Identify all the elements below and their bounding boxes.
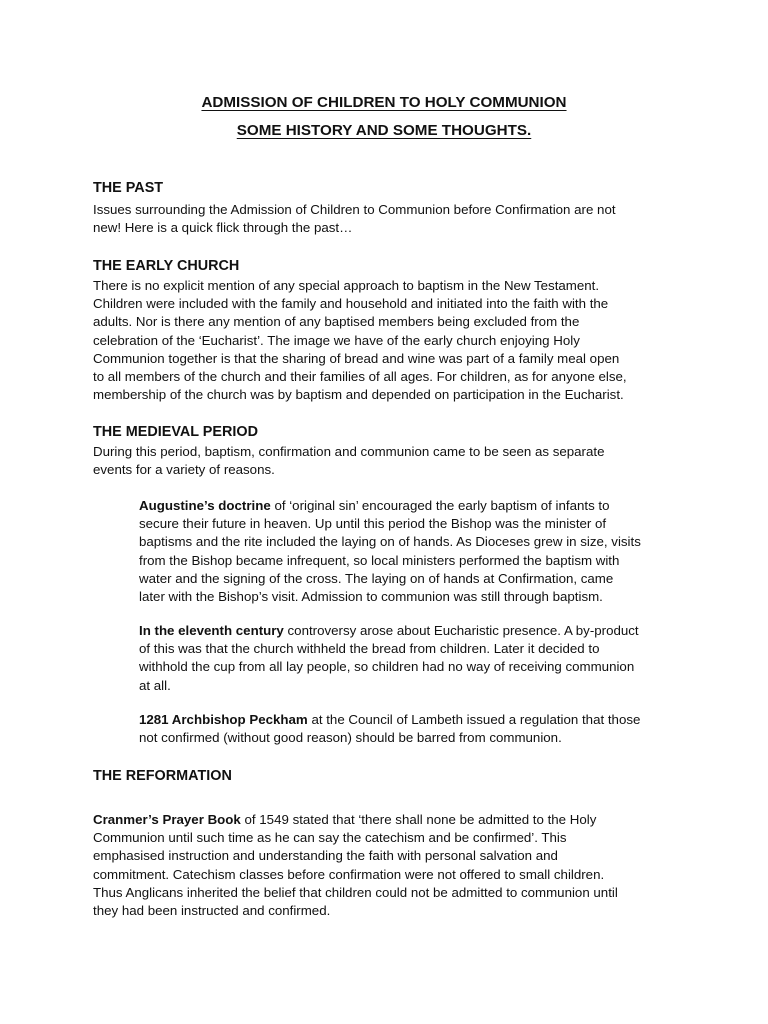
text-line: later with the Bishop’s visit. Admission to communion was still through baptism. <box>139 589 603 605</box>
text-line: Communion together is that the sharing of bread and wine was part of a family meal open <box>93 350 620 366</box>
text-line: Communion until such time as he can say the catechism and be confirmed’. This <box>93 830 567 846</box>
lead-rest: controversy arose about Eucharistic presence. A by-product <box>283 623 639 638</box>
bold-lead: 1281 Archbishop Peckham <box>139 712 308 727</box>
paragraph-cranmer <box>93 811 693 920</box>
text-line: from the Bishop became infrequent, so local ministers performed the baptism with <box>139 552 620 568</box>
lead-rest: of ‘original sin’ encouraged the early baptism of infants to <box>270 498 610 513</box>
section-heading-reformation: THE REFORMATION <box>93 768 232 784</box>
text-line <box>139 497 689 515</box>
text-line <box>139 711 689 729</box>
text-line: Thus Anglicans inherited the belief that children could not be admitted to communion until <box>93 884 618 900</box>
paragraph-eleventh-century <box>139 622 689 695</box>
text-line: baptisms and the rite included the laying on of hands. As Dioceses grew in size, visits <box>139 534 641 550</box>
lead-rest: of 1549 stated that ‘there shall none be admitted to the Holy <box>240 812 597 827</box>
text-line: adults. Nor is there any mention of any baptised members being excluded from the <box>93 314 580 330</box>
text-line: at all. <box>139 677 171 693</box>
text-line: events for a variety of reasons. <box>93 462 275 478</box>
section-heading-medieval: THE MEDIEVAL PERIOD <box>93 424 258 440</box>
text-line: There is no explicit mention of any special approach to baptism in the New Testament. <box>93 278 600 293</box>
document-subtitle: SOME HISTORY AND SOME THOUGHTS. <box>236 122 532 139</box>
text-line: Issues surrounding the Admission of Children to Communion before Confirmation are not <box>93 202 616 217</box>
text-line: they had been instructed and confirmed. <box>93 903 331 919</box>
paragraph-peckham <box>139 711 689 747</box>
bold-lead: Cranmer’s Prayer Book <box>93 812 241 827</box>
section-heading-past: THE PAST <box>93 180 164 196</box>
text-line: water and the signing of the cross. The laying on of hands at Confirmation, came <box>139 570 614 586</box>
text-line: emphasised instruction and understanding the faith with personal salvation and <box>93 848 558 864</box>
paragraph-early-church <box>93 277 693 404</box>
lead-rest: at the Council of Lambeth issued a regulation that those <box>307 712 641 727</box>
text-line <box>93 811 693 829</box>
paragraph-medieval-intro <box>93 443 693 479</box>
text-line: membership of the church was by baptism and depended on participation in the Eucharist. <box>93 387 624 403</box>
text-line: celebration of the ‘Eucharist’. The image we have of the early church enjoying Holy <box>93 332 580 348</box>
text-line: commitment. Catechism classes before confirmation were not offered to small children. <box>93 866 605 882</box>
text-line: not confirmed (without good reason) should be barred from communion. <box>139 730 562 746</box>
text-line <box>139 622 689 640</box>
text-line: withhold the cup from all lay people, so children had no way of receiving communion <box>139 659 635 675</box>
section-heading-early-church: THE EARLY CHURCH <box>93 258 240 274</box>
paragraph-past <box>93 201 693 237</box>
text-line: During this period, baptism, confirmation and communion came to be seen as separate <box>93 444 605 459</box>
bold-lead: Augustine’s doctrine <box>139 498 271 513</box>
text-line: Children were included with the family and household and initiated into the faith with the <box>93 296 609 312</box>
bold-lead: In the eleventh century <box>139 623 284 638</box>
paragraph-augustine <box>139 497 689 606</box>
text-line: to all members of the church and their families of all ages. For children, as for anyone else, <box>93 369 627 385</box>
document-title: ADMISSION OF CHILDREN TO HOLY COMMUNION <box>201 94 567 111</box>
text-line: new! Here is a quick flick through the past… <box>93 220 353 236</box>
text-line: secure their future in heaven. Up until this period the Bishop was the minister of <box>139 516 607 532</box>
text-line: of this was that the church withheld the bread from children. Later it decided to <box>139 641 600 657</box>
